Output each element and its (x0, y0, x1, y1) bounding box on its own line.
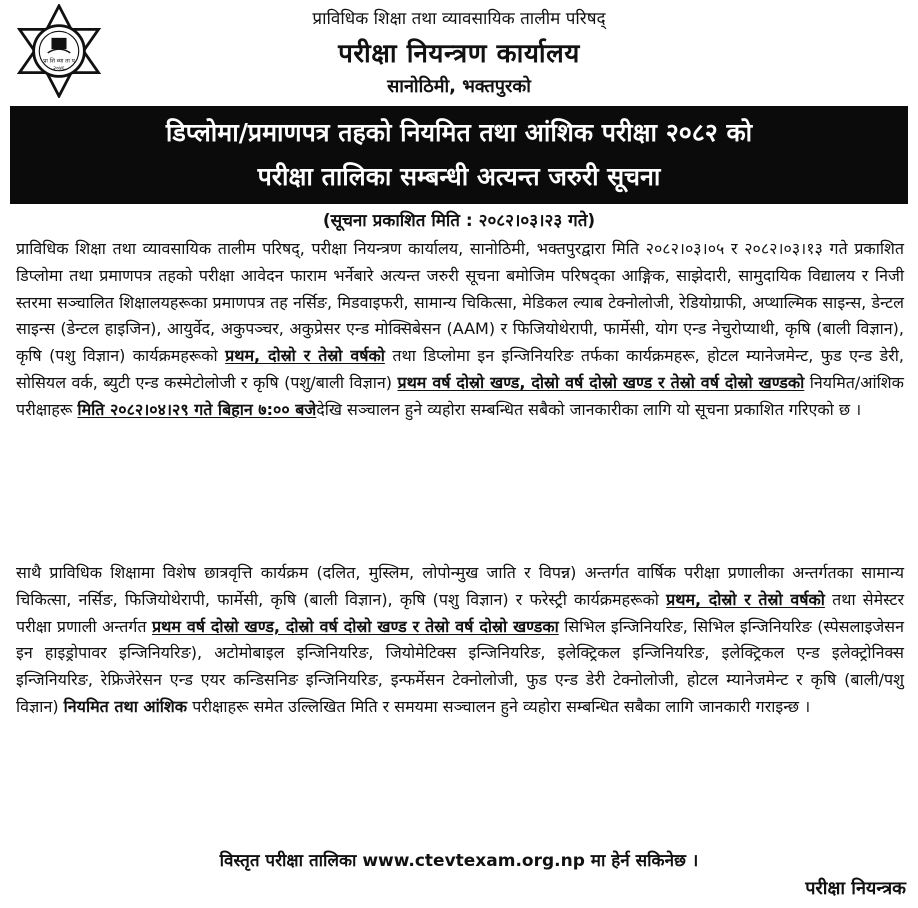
paragraph-text: सिभिल इन्जिनियरिङ, सिभिल इन्जिनियरिङ (स्पेसलाइजेसन इन हाइड्रोपावर इन्जिनियरिङ), अटोमोबाइल इन्जिनियरिङ, जियोमेटिक्स इन्जिनियरिङ, इलेक्ट्रिकल इन्जिनियरिङ, इलेक्ट्रिकल एन्ड इलेक्ट्रोनिक्स इन्जिनियरिङ, रेफ्रिजेरेसन एन्ड एयर कन्डिसनिङ इन्जिनियरिङ, इन्फर्मेसन टेक्नोलोजी, फुड एन्ड डेरी टेक्नोलोजी, होटल म्यानेजमेन्ट र कृषि (बाली/पशु विज्ञान) (16, 616, 904, 716)
highlight-exam-type: नियमित तथा आंशिक (63, 696, 188, 716)
notice-title-line-1: डिप्लोमा/प्रमाणपत्र तहको नियमित तथा आंशिक परीक्षा २०८२ को (165, 118, 753, 147)
paragraph-text: प्राविधिक शिक्षा तथा व्यावसायिक तालीम परिषद्, परीक्षा नियन्त्रण कार्यालय, सानोठिमी, भक्तपुरद्वारा मिति २०८२।०३।०५ र २०८२।०३।१३ गते प्रकाशित डिप्लोमा तथा प्रमाणपत्र तहको परीक्षा आवेदन फाराम भर्नेबारे अत्यन्त जरुरी सूचना बमोजिम परिषद्का आङ्गिक, साझेदारी, सामुदायिक विद्यालय र निजी स्तरमा सञ्चालित शिक्षालयहरूका प्रमाणपत्र तह नर्सिङ, मिडवाइफरी, सामान्य चिकित्सा, मेडिकल ल्याब टेक्नोलोजी, रेडियोग्राफी, अप्थाल्मिक साइन्स, डेन्टल साइन्स (डेन्टल हाइजिन), आयुर्वेद, अकुपञ्चर, अकुप्रेसर एन्ड मोक्सिबेसन (AAM) र फिजियोथेरापी, फार्मेसी, योग एन्ड नेचुरोप्याथी, कृषि (बाली विज्ञान), कृषि (पशु विज्ञान) कार्यक्रमहरूको (16, 239, 904, 366)
svg-text:२०४६: २०४६ (53, 65, 65, 72)
notice-title-banner (10, 106, 908, 204)
highlight-years: प्रथम, दोस्रो र तेस्रो वर्षको (666, 589, 825, 609)
svg-text:प्रा शि व्या ता प: प्रा शि व्या ता प (43, 58, 75, 65)
office-name: परीक्षा नियन्त्रण कार्यालय (338, 39, 580, 69)
office-location: सानोठिमी, भक्तपुरको (387, 76, 531, 97)
paragraph-text: तथा सेमेस्टर परीक्षा प्रणाली अन्तर्गत (16, 589, 904, 636)
notice-paragraph-2 (16, 560, 904, 721)
highlight-sections: प्रथम वर्ष दोस्रो खण्ड, दोस्रो वर्ष दोस्रो खण्ड र तेस्रो वर्ष दोस्रो खण्डका (152, 616, 559, 636)
signature-title: परीक्षा नियन्त्रक (805, 878, 906, 899)
paragraph-text: तथा डिप्लोमा इन इन्जिनियरिङ तर्फका कार्यक्रमहरू, होटल म्यानेजमेन्ट, फुड एन्ड डेरी, सोसियल वर्क, ब्युटी एन्ड कस्मेटोलोजी र कृषि (पशु/बाली विज्ञान) (16, 346, 904, 392)
paragraph-text: परीक्षाहरू समेत उल्लिखित मिति र समयमा सञ्चालन हुने व्यहोरा सम्बन्धित सबैका लागि जानकारी गराइन्छ । (192, 696, 811, 716)
organization-name: प्राविधिक शिक्षा तथा व्यावसायिक तालीम परिषद् (312, 9, 606, 29)
publication-date: (सूचना प्रकाशित मिति : २०८२।०३।२३ गते) (322, 211, 596, 231)
paragraph-text: देखि सञ्चालन हुने व्यहोरा सम्बन्धित सबैको जानकारीका लागि यो सूचना प्रकाशित गरिएको छ । (316, 399, 862, 419)
paragraph-text: नियमित/आंशिक परीक्षाहरू (16, 372, 904, 419)
highlight-exam-date: मिति २०८२।०४।२९ गते बिहान ७:०० बजे (77, 399, 317, 419)
website-reference: विस्तृत परीक्षा तालिका www.ctevtexam.org.np मा हेर्न सकिनेछ । (219, 851, 699, 871)
highlight-sections: प्रथम वर्ष दोस्रो खण्ड, दोस्रो वर्ष दोस्रो खण्ड र तेस्रो वर्ष दोस्रो खण्डको (397, 372, 805, 392)
notice-paragraph-1 (16, 236, 904, 424)
notice-title-line-2: परीक्षा तालिका सम्बन्धी अत्यन्त जरुरी सूचना (257, 162, 661, 191)
paragraph-text: साथै प्राविधिक शिक्षामा विशेष छात्रवृत्ति कार्यक्रम (दलित, मुस्लिम, लोपोन्मुख जाति र विपन्न) अन्तर्गत वार्षिक परीक्षा प्रणालीका अन्तर्गतका सामान्य चिकित्सा, नर्सिङ, फिजियोथेरापी, फार्मेसी, कृषि (बाली विज्ञान), कृषि (पशु विज्ञान) र फरेस्ट्री कार्यक्रमहरूको (16, 563, 904, 609)
highlight-years: प्रथम, दोस्रो र तेस्रो वर्षको (225, 346, 385, 366)
